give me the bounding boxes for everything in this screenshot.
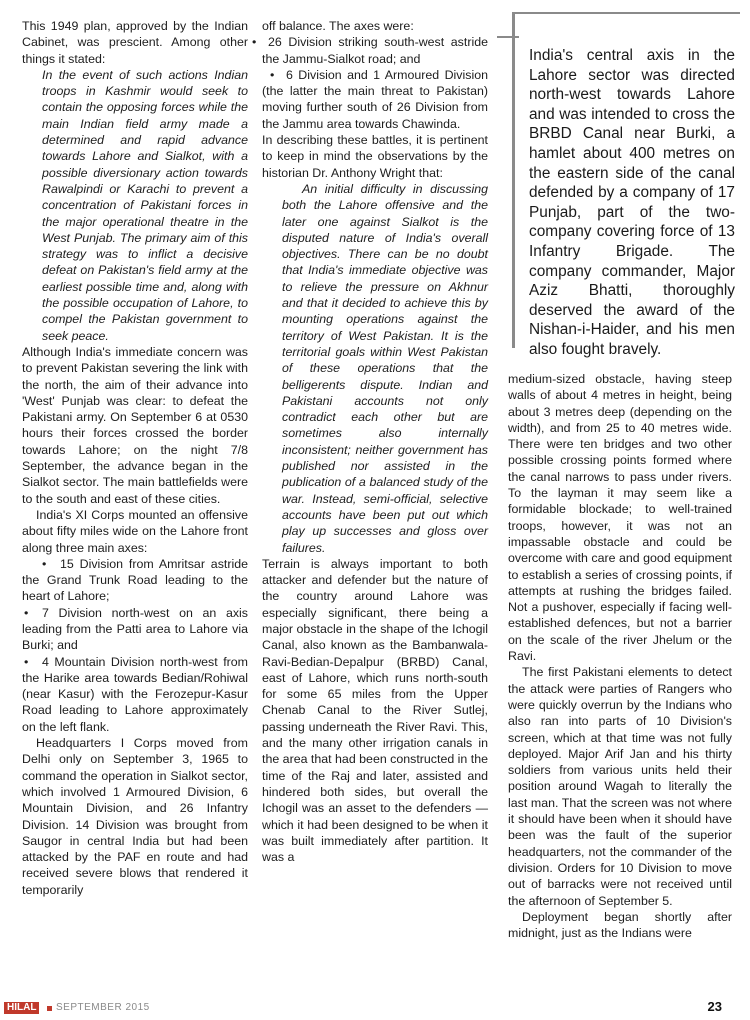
- bullet-list: [22, 556, 248, 735]
- bullet-item: • 26 Division striking south-west astride the Jammu-Sialkot road; and: [262, 34, 488, 67]
- bullet-item: • 4 Mountain Division north-west from the Harike area towards Bedian/Rohiwal (near Kasur) with the Ferozepur-Kasur Road leading to Lahore approximately on the left flank.: [22, 654, 248, 735]
- paragraph: Although India's immediate concern was to prevent Pakistan severing the link with the north, the aim of their advance into 'West' Punjab was clear: to defeat the Pakistani army. On September 6 at 0530 hours their forces crossed the border towards Lahore; on the night 7/8 September, the advance began in the Sialkot sector. The main battlefields were to the south and east of these cities.: [22, 344, 248, 506]
- bullet-item: • 6 Division and 1 Armoured Division (the latter the main threat to Pakistan) moving further south of 26 Division from the Jammu area towards Chawinda.: [262, 67, 488, 132]
- page-footer: [0, 996, 750, 1020]
- paragraph: medium-sized obstacle, having steep walls of about 4 metres in height, being about 3 metres deep (depending on the width), and from 25 to 40 metres wide. There were ten bridges and two other possible crossing points formed where the canal narrows to pass under rivers. To the layman it may seem like a formidable blockade; to well-trained troops, however, it was not an impassable obstacle and could be overcome with care and good equipment to establish a series of crossing points, if attempts at rushing the bridges failed. Not a pushover, especially if facing well-established defences, but not a barrier on the scale of the river Jhelum or the Ravi.: [508, 372, 732, 664]
- page-number: 23: [707, 999, 722, 1014]
- paragraph: Headquarters I Corps moved from Delhi only on September 3, 1965 to command the operation in Sialkot sector, which involved 1 Armoured Division, 6 Mountain Division, and 26 Infantry Division. 14 Division was brought from Saugor in central India but had been attacked by the PAF en route and had received severe blows that rendered it temporarily: [22, 736, 248, 897]
- issue-date: SEPTEMBER 2015: [56, 1002, 150, 1013]
- bullet-list: [262, 34, 488, 132]
- bullet-item: • 7 Division north-west on an axis leading from the Patti area to Lahore via Burki; and: [22, 605, 248, 654]
- block-quote: In the event of such actions Indian troops in Kashmir would seek to contain the opposing forces while the main Indian field army made a determined and rapid advance towards Lahore and Sialkot, with a possible diversionary action towards Rawalpindi or Karachi to prevent a concentration of Pakistani forces in the major operational theatre in the West Punjab. The primary aim of this strategy was to inflict a decisive defeat on Pakistan's field army at the earliest possible time and, along with the possible occupation of Lahore, to compel the Pakistan government to seek peace.: [42, 67, 248, 343]
- text-column-middle: [262, 18, 488, 865]
- pull-quote-text: India's central axis in the Lahore sector was directed north-west towards Lahore and was intended to cross the BRBD Canal near Burki, a hamlet about 400 metres on the eastern side of the canal defended by a company of 17 Punjab, part of the two-company covering force of 13 Infantry Brigade. The company commander, Major Aziz Bhatti, thoroughly deserved the award of the Nishan-i-Haider, and his men also fought bravely.: [529, 47, 735, 358]
- paragraph: Deployment began shortly after midnight, just as the Indians were: [508, 909, 732, 941]
- paragraph: The first Pakistani elements to detect the attack were parties of Rangers who were quickly overrun by the Indians who also ran into parts of 10 Division's screen, which at that time was not fully deployed. Major Arif Jan and his thirty soldiers from various units held their position around Wagah to literally the last man. That the screen was not where it should have been when it should have been was the fault of the superior headquarters, not the commander of the division. Orders for 10 Division to move out of barracks were not received until the afternoon of September 5.: [508, 665, 732, 908]
- paragraph: off balance. The axes were:: [262, 19, 414, 33]
- text-column-right: [508, 371, 732, 941]
- magazine-logo: HILAL: [4, 1002, 39, 1014]
- pull-quote-rule: [497, 36, 519, 38]
- pull-quote-box: [512, 12, 740, 358]
- separator-dot: [47, 1006, 52, 1011]
- paragraph: Terrain is always important to both attacker and defender but the nature of the country around Lahore was especially significant, there being a major obstacle in the shape of the Ichogil Canal, also known as the Bambanwala-Ravi-Bedian-Depalpur (BRBD) Canal, east of Lahore, which runs north-south for some 65 miles from the Upper Chenab Canal to the River Sutlej, passing underneath the River Ravi. This, and the many other irrigation canals in the area that had been constructed in the time of the Raj and later, assisted and hindered both sides, but overall the Ichogil was an asset to the defenders — which it had been designed to be when it was built immediately after partition. It was a: [262, 556, 488, 865]
- block-quote: An initial difficulty in discussing both the Lahore offensive and the later one against Sialkot is the disputed nature of India's overall objectives. There can be no doubt that India's immediate objective was to relieve the pressure on Akhnur and that it decided to achieve this by mounting operations against the territory of West Pakistan. It is the territorial goals within West Pakistan of these operations that the belligerents dispute. Indian and Pakistani accounts not only contradict each other but are sometimes also internally inconsistent; neither government has published nor assisted in the publication of a balanced study of the war. Instead, semi-official, selective accounts have been put out which play up successes and gloss over failures.: [282, 181, 488, 555]
- paragraph: In describing these battles, it is pertinent to keep in mind the observations by the historian Dr. Anthony Wright that:: [262, 133, 488, 180]
- paragraph: This 1949 plan, approved by the Indian Cabinet, was prescient. Among other things it stated:: [22, 19, 248, 66]
- text-column-left: [22, 18, 248, 898]
- paragraph: India's XI Corps mounted an offensive about fifty miles wide on the Lahore front along three main axes:: [22, 507, 248, 555]
- bullet-item: • 15 Division from Amritsar astride the Grand Trunk Road leading to the heart of Lahore;: [22, 556, 248, 605]
